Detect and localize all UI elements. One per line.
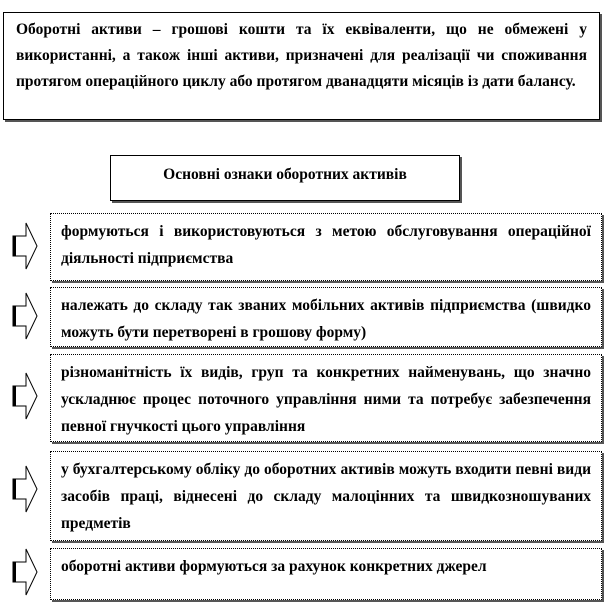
feature-item: у бухгалтерському обліку до оборотних активів можуть входити певні види засобів праці, віднесені до складу малоцінних та швидкозношуваних предметів — [50, 451, 602, 541]
definition-text: – грошові кошти та їх еквіваленти, що не обмежені у використанні, а також інші активи, призначені для реалізації чи споживання протягом операційного циклу або протягом дванадцяти місяців із дати балансу. — [16, 21, 587, 90]
arrow-right-icon — [12, 548, 38, 596]
features-title: Основні ознаки оборотних активів — [110, 155, 460, 201]
feature-item: оборотні активи формуються за рахунок конкретних джерел — [50, 548, 602, 600]
arrow-right-icon — [12, 222, 38, 270]
definition-box — [3, 12, 600, 120]
arrow-right-icon — [12, 372, 38, 420]
arrow-right-icon — [12, 465, 38, 513]
feature-item: різноманітність їх видів, груп та конкретних найменувань, що значно ускладнює процес поточного управління ними та потребує забезпечення певної гнучкості цього управління — [50, 354, 602, 442]
arrow-right-icon — [12, 292, 38, 340]
feature-item: належать до складу так званих мобільних активів підприємства (швидко можуть бути перетворені в грошову форму) — [50, 287, 602, 347]
definition-term: Оборотні активи — [16, 21, 142, 38]
feature-item: формуються і використовуються з метою обслуговування операційної діяльності підприємства — [50, 213, 602, 281]
